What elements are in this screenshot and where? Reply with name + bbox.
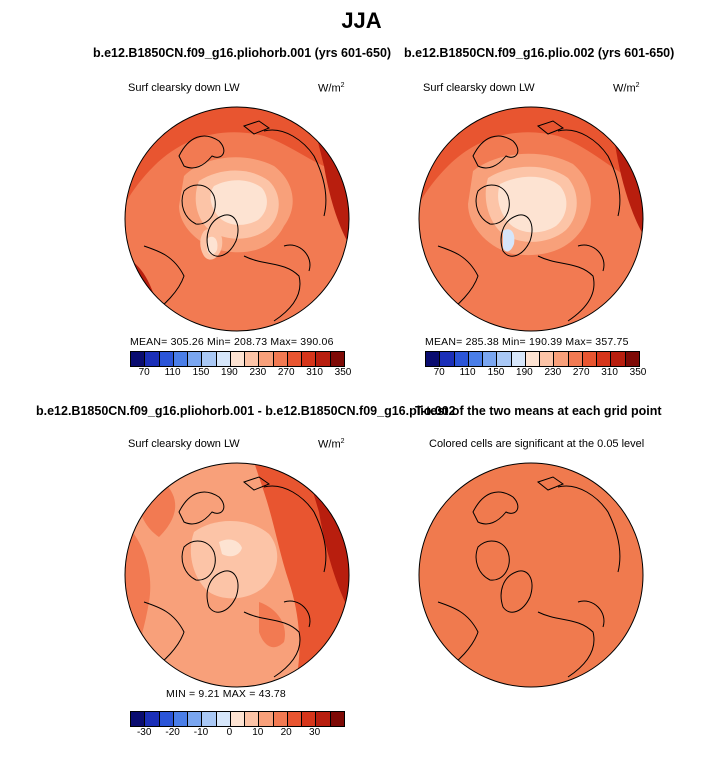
labelbar-swatch: [217, 352, 231, 366]
labelbar-tick-label: 230: [544, 367, 562, 378]
labelbar-swatch: [316, 352, 330, 366]
labelbar-swatch: [202, 352, 216, 366]
panel-4-note: Colored cells are significant at the 0.05 level: [429, 438, 645, 450]
labelbar-swatch: [512, 352, 526, 366]
labelbar-swatch: [145, 712, 159, 726]
labelbar-swatch: [217, 712, 231, 726]
panel-2-labelbar-ticks: [425, 367, 647, 379]
labelbar-tick-label: 190: [516, 367, 533, 378]
labelbar-swatch: [540, 352, 554, 366]
labelbar-swatch: [331, 712, 344, 726]
labelbar-swatch: [202, 712, 216, 726]
labelbar-tick-label: 270: [277, 367, 295, 378]
labelbar-swatch: [455, 352, 469, 366]
labelbar-swatch: [426, 352, 440, 366]
panel-2-variable: Surf clearsky down LW: [423, 82, 535, 94]
labelbar-swatch: [174, 352, 188, 366]
labelbar-tick-label: 10: [252, 727, 264, 738]
labelbar-swatch: [188, 352, 202, 366]
labelbar-tick-label: -20: [165, 727, 180, 738]
labelbar-swatch: [131, 352, 145, 366]
panel-3-units: $W/m^2$: [318, 438, 345, 451]
labelbar-tick-label: 310: [601, 367, 618, 378]
panel-1-labelbar-ticks: [130, 367, 352, 379]
labelbar-swatch: [231, 352, 245, 366]
labelbar-swatch: [302, 352, 316, 366]
labelbar-tick-label: 110: [459, 367, 476, 378]
panel-3-labelbar-ticks: [130, 727, 343, 739]
labelbar-swatch: [245, 712, 259, 726]
panel-3-polar-map: [124, 462, 350, 688]
labelbar-swatch: [626, 352, 639, 366]
labelbar-swatch: [597, 352, 611, 366]
labelbar-swatch: [554, 352, 568, 366]
main-title: JJA: [341, 8, 382, 33]
labelbar-swatch: [288, 712, 302, 726]
labelbar-swatch: [145, 352, 159, 366]
labelbar-tick-label: 310: [306, 367, 323, 378]
labelbar-tick-label: 230: [249, 367, 267, 378]
labelbar-tick-label: 350: [629, 367, 647, 378]
panel-1-polar-map: [124, 106, 350, 332]
labelbar-tick-label: 30: [309, 727, 321, 738]
labelbar-swatch: [611, 352, 625, 366]
panel-1-title: b.e12.B1850CN.f09_g16.pliohorb.001 (yrs 601-650): [93, 46, 392, 60]
panel-3-variable: Surf clearsky down LW: [128, 438, 240, 450]
labelbar-swatch: [302, 712, 316, 726]
labelbar-swatch: [331, 352, 344, 366]
labelbar-tick-label: 350: [334, 367, 352, 378]
panel-1-stats: MEAN= 305.26 Min= 208.73 Max= 390.06: [130, 336, 334, 348]
labelbar-swatch: [497, 352, 511, 366]
labelbar-swatch: [469, 352, 483, 366]
labelbar-swatch: [483, 352, 497, 366]
panel-3-labelbar: [130, 711, 345, 727]
panel-2-labelbar: [425, 351, 640, 367]
labelbar-swatch: [259, 352, 273, 366]
labelbar-tick-label: 190: [221, 367, 238, 378]
panel-1-units: $W/m^2$: [318, 82, 345, 95]
panel-1-variable: Surf clearsky down LW: [128, 82, 240, 94]
labelbar-swatch: [188, 712, 202, 726]
labelbar-tick-label: -30: [136, 727, 152, 738]
labelbar-swatch: [569, 352, 583, 366]
labelbar-swatch: [316, 712, 330, 726]
labelbar-swatch: [160, 712, 174, 726]
labelbar-swatch: [131, 712, 145, 726]
labelbar-tick-label: 110: [164, 367, 181, 378]
labelbar-tick-label: -10: [193, 727, 209, 738]
panel-2-units: $W/m^2$: [613, 82, 640, 95]
labelbar-tick-label: 270: [572, 367, 590, 378]
panel-3-stats: MIN = 9.21 MAX = 43.78: [166, 688, 286, 700]
labelbar-swatch: [160, 352, 174, 366]
labelbar-tick-label: 150: [487, 367, 505, 378]
labelbar-tick-label: 20: [280, 727, 292, 738]
panel-4-title: T-test of the two means at each grid point: [415, 404, 662, 418]
panel-2-polar-map: [418, 106, 644, 332]
labelbar-swatch: [231, 712, 245, 726]
panel-2-stats: MEAN= 285.38 Min= 190.39 Max= 357.75: [425, 336, 629, 348]
panel-3-title: b.e12.B1850CN.f09_g16.pliohorb.001 - b.e12.B1850CN.f09_g16.plio.002: [36, 404, 456, 418]
panel-2-title: b.e12.B1850CN.f09_g16.plio.002 (yrs 601-650): [404, 46, 675, 60]
labelbar-swatch: [440, 352, 454, 366]
labelbar-swatch: [274, 352, 288, 366]
labelbar-swatch: [288, 352, 302, 366]
labelbar-tick-label: 70: [138, 367, 150, 378]
labelbar-swatch: [245, 352, 259, 366]
labelbar-swatch: [259, 712, 273, 726]
labelbar-tick-label: 70: [433, 367, 445, 378]
labelbar-swatch: [274, 712, 288, 726]
labelbar-swatch: [583, 352, 597, 366]
panel-4-polar-map: [418, 462, 644, 688]
labelbar-swatch: [526, 352, 540, 366]
labelbar-swatch: [174, 712, 188, 726]
labelbar-tick-label: 0: [226, 727, 233, 738]
panel-1-labelbar: [130, 351, 345, 367]
labelbar-tick-label: 150: [192, 367, 210, 378]
